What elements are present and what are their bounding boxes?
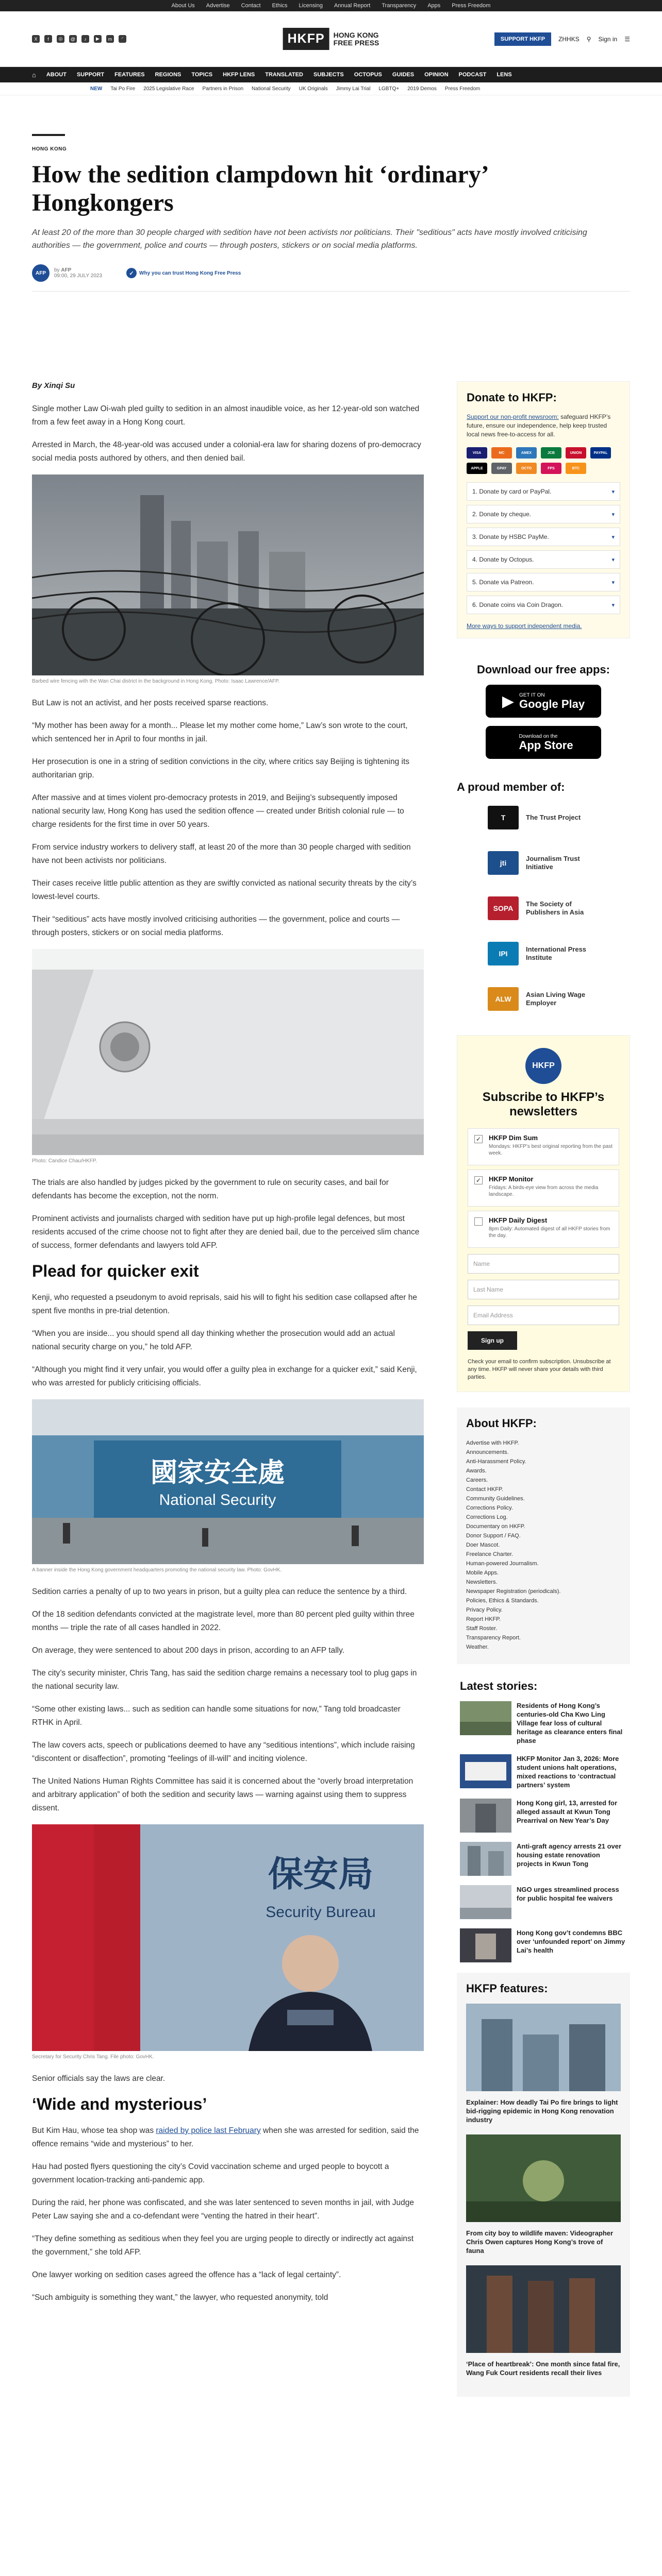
topbar-link[interactable]: Press Freedom (452, 3, 491, 9)
unionpay-icon: UNION (566, 447, 586, 459)
member-item[interactable] (488, 984, 630, 1014)
author-block (54, 267, 102, 279)
about-link[interactable]: Anti-Harassment Policy. (466, 1459, 526, 1465)
octopus-icon: OCTO (516, 463, 537, 474)
donate-intro (467, 413, 620, 439)
paragraph: Prominent activists and journalists charged with sedition have put up high-profile legal defences, but most residents accused of the crime choose not to fight after they are denied bail, due to the perceived slim chance of success, former defendants and lawyers told AFP. (32, 1214, 420, 1250)
paragraph: The trials are also handled by judges picked by the government to rule on security cases, and bail for defendants has become the exception, not the norm. (32, 1178, 389, 1200)
story-thumbnail (460, 1754, 511, 1788)
donate-option-label: 2. Donate by cheque. (472, 511, 532, 518)
text: when she was arrested for sedition, said the offence remains “wide and mysterious” to her. (32, 2126, 419, 2148)
instagram-icon[interactable]: ◎ (57, 35, 64, 43)
donate-option[interactable] (467, 505, 620, 523)
paragraph: After massive and at times violent pro-democracy protests in 2019, and Beijing’s subsequently imposed national security law, Hong Kong has used the sedition offence — created under British colonial rule — to charge residents for the first time in over 50 years. (32, 793, 404, 829)
paragraph: Kenji, who requested a pseudonym to avoid reprisals, said his will to fight his sedition case collapsed after he spent five months in pre-trial detention. (32, 1293, 417, 1315)
more-ways-link[interactable]: More ways to support independent media. (467, 622, 582, 630)
home-icon[interactable]: ⌂ (32, 71, 36, 79)
jti-icon: jti (488, 851, 519, 875)
logo-line1: HONG KONG (333, 30, 379, 39)
header-actions (494, 32, 630, 46)
police-building-photo (32, 949, 424, 1155)
donate-option-label: 5. Donate via Patreon. (472, 579, 534, 586)
donate-intro-link[interactable]: Support our non-profit newsroom: (467, 413, 559, 420)
feature-title: Explainer: How deadly Tai Po fire brings to light bid-rigging epidemic in Hong Kong renovation industry (466, 2098, 618, 2124)
paragraph: Their “seditious” acts have mostly involved criticising authorities — the government, police and courts — through posters, stickers or on social media platforms. (32, 915, 400, 937)
story-thumbnail (460, 1928, 511, 1962)
jcb-icon: JCB (541, 447, 561, 459)
chevron-down-icon: ▾ (611, 579, 615, 586)
trending-link[interactable]: National Security (252, 86, 291, 92)
figure-caption: A banner inside the Hong Kong government headquarters promoting the national security law. Photo: GovHK. (32, 1567, 282, 1573)
member-name: Journalism Trust Initiative (526, 855, 580, 871)
apps-widget (457, 663, 630, 759)
donate-option[interactable] (467, 528, 620, 546)
appstore-big: App Store (519, 738, 573, 752)
about-link[interactable]: Corrections Policy. (466, 1505, 513, 1511)
trending-link[interactable]: UK Originals (299, 86, 328, 92)
latest-story[interactable] (460, 1842, 627, 1876)
member-name: The Society of Publishers in Asia (526, 900, 584, 916)
paragraph: “They define something as seditious when they feel you are urging people to directly or indirectly act against the government,” she told AFP. (32, 2234, 414, 2257)
support-hkfp-button[interactable]: SUPPORT HKFP (494, 32, 551, 46)
feature-story[interactable] (466, 2004, 621, 2124)
topbar-link[interactable]: Ethics (272, 3, 288, 9)
figure-caption: Secretary for Security Chris Tang. File photo: GovHK. (32, 2054, 154, 2060)
about-link[interactable]: Staff Roster. (466, 1625, 498, 1632)
language-switch[interactable]: ZHHKS (558, 35, 580, 43)
newsletter-name: HKFP Dim Sum (489, 1134, 538, 1142)
section-heading: Plead for quicker exit (32, 1262, 199, 1280)
inline-link[interactable]: raided by police last February (156, 2126, 261, 2135)
section-heading: ‘Wide and mysterious’ (32, 2095, 207, 2113)
twitter-icon[interactable]: X (32, 35, 40, 43)
mastodon-icon[interactable]: m (106, 35, 114, 43)
member-name: The Trust Project (526, 814, 581, 821)
nav-item[interactable]: REGIONS (155, 72, 181, 78)
google-pay-icon: GPAY (491, 463, 512, 474)
member-title: A proud member of: (457, 781, 565, 793)
donate-option-label: 1. Donate by card or PayPal. (472, 488, 552, 495)
latest-story[interactable] (460, 1928, 627, 1962)
top-utility-bar (0, 0, 662, 11)
paragraph: The United Nations Human Rights Committee has said it is concerned about the “overly broad interpretation and arbitrary application” of both the sedition and security laws — warning against using them to suppress dissent. (32, 1777, 413, 1812)
figure-caption: Barbed wire fencing with the Wan Chai district in the background in Hong Kong. Photo: Isaac Lawrence/AFP. (32, 679, 280, 684)
trending-bar (0, 82, 662, 95)
nav-item[interactable]: HKFP LENS (223, 72, 255, 78)
about-link[interactable]: Advertise with HKFP. (466, 1440, 519, 1446)
about-link[interactable]: Announcements. (466, 1449, 509, 1455)
site-header (0, 11, 662, 67)
member-item[interactable] (488, 938, 630, 969)
story-title: Hong Kong gov’t condemns BBC over ‘unfounded report’ on Jimmy Lai’s health (517, 1929, 625, 1954)
trending-link[interactable]: LGBTQ+ (378, 86, 400, 92)
newsletter-option[interactable] (468, 1128, 619, 1165)
about-link[interactable]: Weather. (466, 1644, 489, 1650)
feature-title: ‘Place of heartbreak’: One month since fatal fire, Wang Fuk Court residents recall their lives (466, 2360, 620, 2377)
feature-image (466, 2004, 621, 2091)
nav-item[interactable]: LENS (496, 72, 512, 78)
threads-icon[interactable]: @ (69, 35, 77, 43)
chevron-down-icon: ▾ (611, 602, 615, 608)
about-link[interactable]: Contact HKFP. (466, 1486, 503, 1493)
donate-option-label: 6. Donate coins via Coin Dragon. (472, 601, 564, 608)
text: But Kim Hau, whose tea shop was (32, 2126, 156, 2135)
banner-zh-text: 國家安全處 (150, 1458, 285, 1488)
latest-stories-widget (457, 1680, 630, 1962)
paragraph: But Law is not an activist, and her posts received sparse reactions. (32, 699, 269, 707)
feature-image (466, 2134, 621, 2222)
paragraph: Sedition carries a penalty of up to two years in prison, but a guilty plea can reduce the sentence by a third. (32, 1587, 407, 1596)
bitcoin-icon: BTC (566, 463, 586, 474)
payment-methods (467, 447, 620, 474)
newsletter-option[interactable] (468, 1170, 619, 1207)
member-item[interactable] (488, 802, 630, 833)
nav-item[interactable]: GUIDES (392, 72, 415, 78)
paragraph: Arrested in March, the 48-year-old was accused under a colonial-era law for sharing dozens of pro-democracy social media posts authored by others, and then denied bail. (32, 440, 421, 463)
member-name: Asian Living Wage Employer (526, 991, 586, 1007)
paragraph: From service industry workers to delivery staff, at least 20 of the more than 30 people charged with sedition have not been activists nor politicians. (32, 843, 411, 865)
donate-widget (457, 381, 630, 638)
paragraph: Hau had posted flyers questioning the city’s Covid vaccination scheme and urged people to boycott a government location-tracking anti-pandemic app. (32, 2162, 389, 2184)
search-icon[interactable]: ⚲ (586, 35, 591, 43)
newsletter-desc: Fridays: A birds-eye view from across the media landscape. (489, 1185, 599, 1197)
fps-icon: FPS (541, 463, 561, 474)
latest-story[interactable] (460, 1885, 627, 1919)
apps-title: Download our free apps: (477, 663, 610, 676)
figure-barbed-wire (32, 474, 424, 684)
about-link[interactable]: Newspaper Registration (periodicals). (466, 1588, 561, 1595)
article-category[interactable]: HONG KONG (32, 146, 67, 152)
latest-story[interactable] (460, 1701, 627, 1745)
newsletter-title: Subscribe to HKFP’s newsletters (482, 1090, 605, 1118)
features-title: HKFP features: (466, 1982, 548, 1995)
paragraph: Their cases receive little public attention as they are swiftly convicted as national security threats by the city’s lowest-level courts. (32, 879, 417, 901)
topbar-link[interactable]: Licensing (299, 3, 323, 9)
newsletter-desc: Mondays: HKFP’s best original reporting from the past week. (489, 1144, 613, 1156)
appstore-small: Download on the (519, 733, 558, 739)
member-item[interactable] (488, 893, 630, 924)
article-body (32, 381, 424, 2314)
donate-title: Donate to HKFP: (467, 391, 557, 404)
topbar-link[interactable]: About Us (171, 3, 195, 9)
trending-link[interactable]: 2025 Legislative Race (143, 86, 194, 92)
about-link[interactable]: Documentary on HKFP. (466, 1523, 525, 1530)
chevron-down-icon: ▾ (611, 534, 615, 540)
site-logo[interactable] (283, 28, 379, 50)
visa-icon: VISA (467, 447, 487, 459)
story-thumbnail (460, 1701, 511, 1735)
about-link[interactable]: Newsletters. (466, 1579, 498, 1585)
story-title: NGO urges streamlined process for public hospital fee waivers (517, 1886, 619, 1902)
newsletter-option[interactable] (468, 1211, 619, 1248)
social-links (32, 35, 126, 43)
newsletter-logo: HKFP (525, 1048, 561, 1084)
donate-option[interactable] (467, 573, 620, 591)
national-security-banner-photo (32, 1399, 424, 1564)
living-wage-icon: ALW (488, 987, 519, 1011)
paragraph: The city’s security minister, Chris Tang, has said the sedition charge remains a necessary tool to plug gaps in the national security law. (32, 1669, 417, 1691)
story-thumbnail (460, 1799, 511, 1833)
app-store-badge[interactable] (486, 726, 601, 759)
paragraph: “Such ambiguity is something they want,” the lawyer, who requested anonymity, told (32, 2293, 328, 2302)
first-name-input[interactable]: Name (468, 1254, 619, 1274)
member-item[interactable] (488, 848, 630, 878)
paragraph (32, 2124, 424, 2151)
newsletter-name: HKFP Monitor (489, 1175, 534, 1183)
latest-story[interactable] (460, 1799, 627, 1833)
logo-box: HKFP (283, 28, 329, 50)
paragraph: One lawyer working on sedition cases agreed the offence has a “lack of legal certainty”. (32, 2270, 341, 2279)
tiktok-icon[interactable]: ♪ (81, 35, 89, 43)
trending-link[interactable]: Press Freedom (444, 86, 481, 92)
topbar-link[interactable]: Advertise (206, 3, 230, 9)
chevron-down-icon: ▾ (611, 488, 615, 495)
nav-item[interactable]: FEATURES (114, 72, 145, 78)
signup-button[interactable]: Sign up (468, 1331, 517, 1350)
ipi-icon: IPI (488, 942, 519, 965)
about-link[interactable]: Freelance Charter. (466, 1551, 514, 1557)
sign-in-link[interactable]: Sign in (598, 35, 618, 43)
article-header (32, 134, 630, 292)
about-link[interactable]: Report HKFP. (466, 1616, 501, 1622)
nav-item[interactable]: SUBJECTS (313, 72, 344, 78)
checkbox[interactable]: ✓ (474, 1135, 483, 1143)
checkbox[interactable] (474, 1217, 483, 1226)
feature-story[interactable] (466, 2265, 621, 2377)
chevron-down-icon: ▾ (611, 511, 615, 518)
security-bureau-photo (32, 1824, 424, 2051)
bureau-en-text: Security Bureau (266, 1904, 376, 1921)
sidebar (457, 381, 630, 2397)
checkbox[interactable]: ✓ (474, 1176, 483, 1184)
trust-project-icon: T (488, 806, 519, 829)
about-link[interactable]: Human-powered Journalism. (466, 1561, 539, 1567)
facebook-icon[interactable]: f (44, 35, 52, 43)
trending-link[interactable]: Tai Po Fire (110, 86, 136, 92)
topbar-link[interactable]: Annual Report (334, 3, 371, 9)
latest-title: Latest stories: (460, 1680, 538, 1692)
trending-link[interactable]: Jimmy Lai Trial (336, 86, 371, 92)
email-input[interactable]: Email Address (468, 1306, 619, 1325)
topbar-link[interactable]: Apps (427, 3, 441, 9)
article-meta (32, 264, 630, 292)
nav-item[interactable]: TOPICS (191, 72, 213, 78)
about-link[interactable]: Donor Support / FAQ. (466, 1533, 521, 1539)
trust-badge-icon: ✓ (126, 268, 137, 278)
nav-item[interactable]: ABOUT (46, 72, 67, 78)
logo-wordmark (334, 31, 379, 47)
story-title: Anti-graft agency arrests 21 over housing estate renovation projects in Kwun Tong (517, 1842, 622, 1868)
story-title: Residents of Hong Kong’s centuries-old Cha Kwo Ling Village fear loss of cultural heritage as clearance enters final phase (517, 1702, 623, 1744)
apple-pay-icon: APPLE (467, 463, 487, 474)
author-avatar[interactable]: AFP (32, 264, 49, 282)
author-prefix: by (54, 267, 60, 273)
about-link[interactable]: Policies, Ethics & Standards. (466, 1598, 539, 1604)
paragraph: The law covers acts, speech or publications deemed to have any “seditious intentions”, which include raising “discontent or disaffection”, promoting “feelings of ill-will” and inciting violence. (32, 1741, 415, 1763)
latest-story[interactable] (460, 1754, 627, 1789)
paragraph: Single mother Law Oi-wah pled guilty to sedition in an almost inaudible voice, as her 12-year-old son watched from a few feet away in a Hong Kong court. (32, 404, 420, 427)
donate-option[interactable] (467, 482, 620, 501)
rss-icon[interactable]: ◜ (119, 35, 126, 43)
paragraph: “Although you might find it very unfair, you would offer a guilty plea in exchange for a quicker exit,” said Kenji, who was arrested for publicly criticising officials. (32, 1365, 417, 1387)
donate-option-label: 4. Donate by Octopus. (472, 556, 534, 563)
about-link[interactable]: Corrections Log. (466, 1514, 508, 1520)
last-name-input[interactable]: Last Name (468, 1280, 619, 1299)
trending-link[interactable]: Partners in Prison (202, 86, 244, 92)
donate-intro-text: safeguard HKFP’s future, ensure our independence, help keep trusted local news free-to-access for all. (467, 413, 611, 438)
donate-option[interactable] (467, 550, 620, 569)
paragraph: Senior officials say the laws are clear. (32, 2074, 166, 2083)
feature-story[interactable] (466, 2134, 621, 2255)
paragraph: “When you are inside... you should spend all day thinking whether the prosecution would add an actual national security charge on you,” he told AFP. (32, 1329, 395, 1351)
newsletter-note: Check your email to confirm subscription. Unsubscribe at any time. HKFP will never share your details with third parties. (468, 1359, 611, 1380)
topbar-link[interactable]: Transparency (382, 3, 417, 9)
paragraph: On average, they were sentenced to about 200 days in prison, according to an AFP tally. (32, 1646, 345, 1655)
about-title: About HKFP: (466, 1417, 537, 1430)
figure-police-building (32, 949, 424, 1164)
about-link[interactable]: Mobile Apps. (466, 1570, 499, 1576)
trust-label: Why you can trust Hong Kong Free Press (139, 270, 241, 276)
google-play-icon: ▶ (502, 692, 514, 710)
about-list (466, 1438, 621, 1652)
story-thumbnail (460, 1885, 511, 1919)
feature-title: From city boy to wildlife maven: Videographer Chris Owen captures Hong Kong’s trove of fauna (466, 2229, 614, 2255)
about-link[interactable]: Doer Mascot. (466, 1542, 500, 1548)
feature-image (466, 2265, 621, 2353)
main-nav (0, 67, 662, 82)
about-widget (457, 1408, 630, 1664)
paragraph: During the raid, her phone was confiscated, and she was later sentenced to seven months in jail, with Judge Peter Law saying she and a co-defendant were “venting the hatred in their heart”. (32, 2198, 414, 2221)
mastercard-icon: MC (491, 447, 512, 459)
trust-link[interactable] (126, 268, 241, 278)
nav-item[interactable]: SUPPORT (76, 72, 105, 78)
story-title: HKFP Monitor Jan 3, 2026: More student unions halt operations, mixed reactions to ‘contractual partners’ system (517, 1755, 619, 1789)
nav-item[interactable]: OPINION (424, 72, 449, 78)
about-link[interactable]: Community Guidelines. (466, 1496, 525, 1502)
about-link[interactable]: Transparency Report. (466, 1635, 521, 1641)
topbar-link[interactable]: Contact (241, 3, 261, 9)
donate-option[interactable] (467, 596, 620, 614)
sopa-icon: SOPA (488, 896, 519, 920)
menu-icon[interactable]: ☰ (624, 35, 630, 43)
trending-link[interactable]: 2019 Demos (407, 86, 437, 92)
google-play-badge[interactable] (486, 685, 601, 718)
about-link[interactable]: Careers. (466, 1477, 488, 1483)
paragraph: “My mother has been away for a month... Please let my mother come home,” Law’s son wrote to the court, which sentenced her in April to four months in jail. (32, 721, 408, 743)
story-thumbnail (460, 1842, 511, 1876)
paypal-icon: PAYPAL (590, 447, 611, 459)
paragraph: “Some other existing laws... such as sedition can handle some situations for now,” Tang told broadcaster RTHK in April. (32, 1705, 401, 1727)
figure-national-security-banner (32, 1399, 424, 1573)
nav-item[interactable]: TRANSLATED (265, 72, 303, 78)
bureau-zh-text: 保安局 (268, 1854, 374, 1895)
paragraph: Of the 18 sedition defendants convicted at the magistrate level, more than 80 percent pled guilty within three months — triple the rate of all cases handled in 2022. (32, 1610, 415, 1632)
nav-item[interactable]: PODCAST (458, 72, 487, 78)
memberships-widget (457, 781, 630, 1014)
logo-line2: FREE PRESS (333, 38, 379, 47)
about-link[interactable]: Awards. (466, 1468, 487, 1474)
banner-en-text: National Security (159, 1492, 276, 1509)
title-rule (32, 134, 65, 136)
youtube-icon[interactable]: ▶ (94, 35, 102, 43)
figure-caption: Photo: Candice Chau/HKFP. (32, 1158, 97, 1164)
features-widget (457, 1973, 630, 2397)
nav-item[interactable]: OCTOPUS (354, 72, 382, 78)
chevron-down-icon: ▾ (611, 556, 615, 563)
member-name: International Press Institute (526, 945, 587, 961)
gplay-small: GET IT ON (519, 692, 545, 698)
newsletter-name: HKFP Daily Digest (489, 1216, 548, 1224)
gplay-big: Google Play (519, 697, 585, 710)
newsletter-widget (457, 1035, 630, 1392)
trending-new-label: NEW (90, 86, 103, 92)
barbed-wire-photo (32, 474, 424, 675)
author-name[interactable]: AFP (61, 267, 72, 273)
byline: By Xinqi Su (32, 381, 75, 390)
amex-icon: AMEX (516, 447, 537, 459)
paragraph: Her prosecution is one in a string of sedition convictions in the city, where critics say Beijing is tightening its authoritarian grip. (32, 757, 410, 779)
article-title: How the sedition clampdown hit ‘ordinary’ Hongkongers (32, 161, 488, 216)
publish-date: 09:00, 29 JULY 2023 (54, 273, 103, 279)
about-link[interactable]: Privacy Policy. (466, 1607, 503, 1613)
article-dek: At least 20 of the more than 30 people charged with sedition have not been activists nor politicians. Their "seditious" acts have mostly involved criticising authorities — the government, police and courts — through posters, stickers or on social media platforms. (32, 228, 587, 250)
story-title: Hong Kong girl, 13, arrested for alleged assault at Kwun Tong Prearrival on New Year’s Day (517, 1799, 618, 1824)
newsletter-desc: 8pm Daily: Automated digest of all HKFP stories from the day. (489, 1226, 610, 1239)
donate-option-label: 3. Donate by HSBC PayMe. (472, 533, 549, 540)
figure-security-bureau (32, 1824, 424, 2060)
